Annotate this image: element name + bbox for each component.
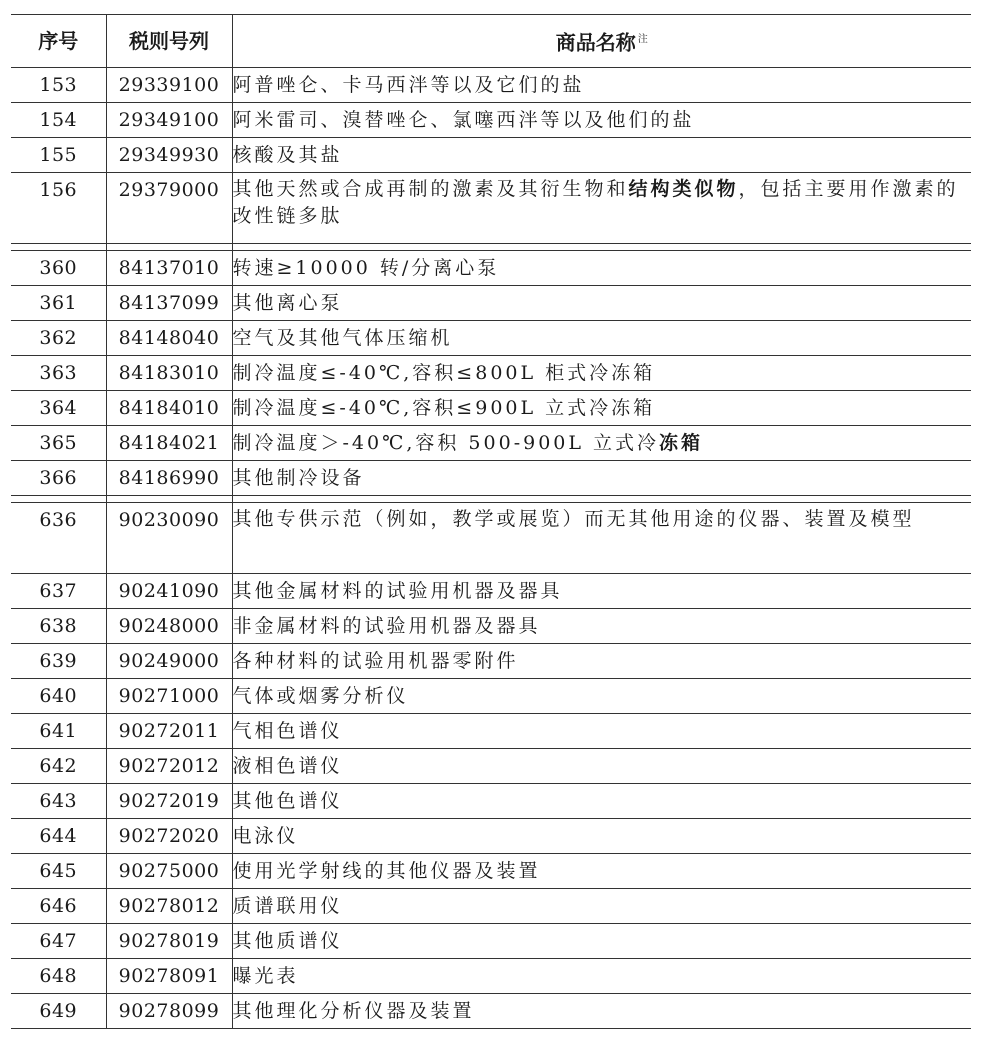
row-name: 液相色谱仪 [232,749,971,784]
row-index: 154 [11,103,106,138]
row-name-bold-part: 结构类似物 [628,178,739,200]
table-row [11,251,971,286]
row-index: 361 [11,286,106,321]
group-divider [11,496,971,503]
row-name: 制冷温度≤-40℃,容积≤800L 柜式冷冻箱 [232,356,971,391]
row-code: 90241090 [106,574,232,609]
table-row [11,138,971,173]
row-name [232,426,971,461]
row-index: 640 [11,679,106,714]
row-index: 644 [11,819,106,854]
table-row [11,103,971,138]
row-name: 气体或烟雾分析仪 [232,679,971,714]
table-row [11,679,971,714]
row-name: 其他金属材料的试验用机器及器具 [232,574,971,609]
row-name: 使用光学射线的其他仪器及装置 [232,854,971,889]
row-name-part: 制冷温度＞-40℃,容积 500-900L 立式冷 [232,431,660,454]
row-index: 641 [11,714,106,749]
row-name: 非金属材料的试验用机器及器具 [232,609,971,644]
row-code: 90272012 [106,749,232,784]
row-code: 90272020 [106,819,232,854]
table-row [11,503,971,574]
header-index: 序号 [11,15,106,68]
row-name: 制冷温度≤-40℃,容积≤900L 立式冷冻箱 [232,391,971,426]
row-code: 29349100 [106,103,232,138]
table-row [11,889,971,924]
row-index: 646 [11,889,106,924]
row-code: 90278099 [106,994,232,1029]
row-index: 156 [11,173,106,244]
row-code: 90278091 [106,959,232,994]
row-code: 29379000 [106,173,232,244]
row-name: 其他离心泵 [232,286,971,321]
row-code: 90248000 [106,609,232,644]
table-row [11,644,971,679]
row-name: 阿米雷司、溴替唑仑、氯噻西泮等以及他们的盐 [232,103,971,138]
row-name: 其他专供示范（例如，教学或展览）而无其他用途的仪器、装置及模型 [232,503,971,574]
row-name: 阿普唑仑、卡马西泮等以及它们的盐 [232,68,971,103]
table-row [11,391,971,426]
row-index: 637 [11,574,106,609]
row-index: 360 [11,251,106,286]
row-index: 363 [11,356,106,391]
table-row [11,819,971,854]
row-index: 638 [11,609,106,644]
row-index: 639 [11,644,106,679]
row-index: 643 [11,784,106,819]
table-row [11,784,971,819]
row-index: 642 [11,749,106,784]
row-name-part: ，包括主要用作激素的改性链多肽 [232,178,959,227]
row-code: 90272011 [106,714,232,749]
table-row [11,609,971,644]
table-row [11,994,971,1029]
row-code: 29339100 [106,68,232,103]
row-index: 155 [11,138,106,173]
row-code: 84148040 [106,321,232,356]
row-code: 90278012 [106,889,232,924]
row-name: 曝光表 [232,959,971,994]
header-code: 税则号列 [106,15,232,68]
table-row [11,574,971,609]
table-row [11,173,971,244]
row-name: 气相色谱仪 [232,714,971,749]
row-index: 366 [11,461,106,496]
table-row [11,356,971,391]
row-name: 其他质谱仪 [232,924,971,959]
row-index: 649 [11,994,106,1029]
row-index: 364 [11,391,106,426]
row-code: 90249000 [106,644,232,679]
row-index: 153 [11,68,106,103]
row-code: 84137010 [106,251,232,286]
group-divider [11,244,971,251]
table-row [11,749,971,784]
row-code: 90272019 [106,784,232,819]
row-index: 645 [11,854,106,889]
table-header-row [11,15,971,68]
row-index: 362 [11,321,106,356]
row-index: 365 [11,426,106,461]
row-code: 84184021 [106,426,232,461]
row-name: 其他色谱仪 [232,784,971,819]
header-name [232,15,971,68]
row-code: 84137099 [106,286,232,321]
row-name: 电泳仪 [232,819,971,854]
row-name: 质谱联用仪 [232,889,971,924]
table-row [11,854,971,889]
row-name-bold-part: 冻箱 [659,431,704,454]
table-row [11,959,971,994]
row-name: 其他理化分析仪器及装置 [232,994,971,1029]
table-row [11,426,971,461]
row-code: 84183010 [106,356,232,391]
table-row [11,461,971,496]
row-code: 84184010 [106,391,232,426]
table-row [11,924,971,959]
row-code: 90230090 [106,503,232,574]
row-name: 其他制冷设备 [232,461,971,496]
row-name: 转速≥10000 转/分离心泵 [232,251,971,286]
row-name: 核酸及其盐 [232,138,971,173]
header-name-label: 商品名称 [555,30,636,55]
table-row [11,714,971,749]
row-index: 647 [11,924,106,959]
tariff-table [11,14,971,1029]
row-code: 84186990 [106,461,232,496]
row-name-part: 其他天然或合成再制的激素及其衍生物和 [232,178,629,200]
table-row [11,321,971,356]
row-index: 636 [11,503,106,574]
row-code: 29349930 [106,138,232,173]
row-code: 90271000 [106,679,232,714]
header-note-mark: 注 [637,33,648,45]
row-name: 空气及其他气体压缩机 [232,321,971,356]
row-name: 各种材料的试验用机器零附件 [232,644,971,679]
row-name [232,173,971,244]
row-index: 648 [11,959,106,994]
row-code: 90275000 [106,854,232,889]
row-code: 90278019 [106,924,232,959]
table-row [11,286,971,321]
table-row [11,68,971,103]
